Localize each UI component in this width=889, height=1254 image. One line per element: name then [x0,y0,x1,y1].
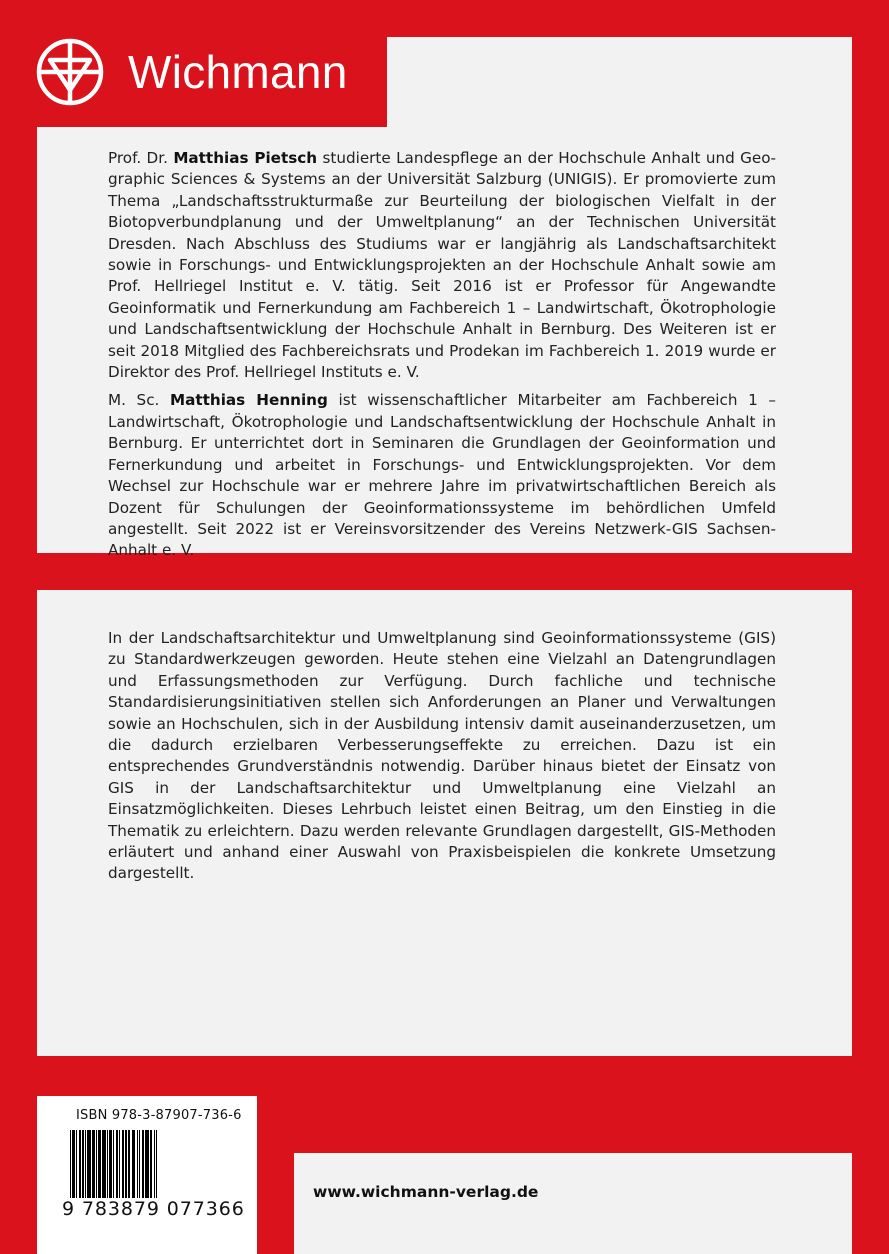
barcode-bar [119,1130,120,1198]
bio-henning-text: ist wissenschaftlicher Mitarbeiter am Fachbereich 1 – Landwirtschaft, Ökotrophologie und Landschaftsentwicklung der Hochschule Anhalt in Bernburg. Er unterrichtet dort in Seminaren die Grundlagen der Geoinformation und Fernerkundung und arbeitet in Forschungs- und Entwicklungsprojekten. Vor dem Wechsel zur Hochschule war er mehrere Jahre im privatwirtschaftlichen Bereich als Dozent für Schulungen der Geoinformationssysteme im behördlichen Umfeld angestellt. Seit 2022 ist er Vereinsvorsitzender des Vereins Netzwerk-GIS Sachsen-Anhalt e. V. [108,391,777,560]
author-bios [108,148,776,569]
barcode-bar [137,1130,138,1198]
barcode-bar [125,1130,126,1198]
barcode-bar [113,1130,114,1198]
barcode-bar [82,1130,83,1198]
book-description-text: In der Landschaftsarchitektur und Umweltplanung sind Geoinformationssysteme (GIS) zu Standardwerkzeugen geworden. Heute stehen eine Vielzahl an Datengrundlagen und Erfassungsmethoden zur Verfügung. Durch fachliche und technische Standardisierungsinitiativen stellen sich Anforderungen an Planer und Verwaltungen sowie an Hochschulen, sich in der Ausbildung intensiv damit auseinanderzusetzen, um die dadurch erzielbaren Verbesserungseffekte zu erreichen. Dazu ist ein entsprechendes Grundverständnis notwendig. Darüber hinaus bietet der Einsatz von GIS in der Landschaftsarchitektur und Umweltplanung eine Vielzahl an Einsatzmöglichkeiten. Dieses Lehrbuch leistet einen Beitrag, um den Einstieg in die Thematik zu erleichtern. Dazu werden relevante Grundlagen dargestellt, GIS-Methoden erläutert und anhand einer Auswahl von Praxisbeispielen die konkrete Umsetzung dargestellt. [108,629,776,883]
barcode-bar [98,1130,100,1198]
bio-pietsch [108,148,776,383]
barcode-bar [107,1130,108,1198]
barcode-bar [79,1130,81,1198]
barcode-bar [145,1130,149,1198]
barcode-bar [154,1130,155,1198]
bio-pietsch-text: studierte Landespflege an der Hochschule Anhalt und Geographic Sciences & Systems an der Universität Salzburg (UNIGIS). Er promovierte zum Thema „Landschaftsstrukturmaße zur Beurteilung der biologischen Vielfalt in der Biotopverbundplanung und der Umweltplanung“ an der Technischen Universität Dresden. Nach Abschluss des Studiums war er langjährig als Landschaftsarchitekt sowie in Forschungs- und Entwicklungsprojekten an der Hochschule Anhalt sowie am Prof. Hellriegel Institut e. V. tätig. Seit 2016 ist er Professor für Angewandte Geoinformatik und Fernerkundung am Fachbereich 1 – Landwirtschaft, Ökotrophologie und Landschaftsentwicklung der Hochschule Anhalt in Bernburg. Des Weiteren ist er seit 2018 Mitglied des Fachbereichsrats und Prodekan im Fachbereich 1. 2019 wurde er Direktor des Prof. Hellriegel Instituts e. V. [108,149,777,382]
publisher-name: Wichmann [128,46,348,98]
book-description [108,628,776,892]
barcode-bar [128,1130,130,1198]
barcode-digits: 9 783879 077366 [62,1198,245,1220]
wichmann-survey-mark-icon [36,38,104,106]
barcode-bar [132,1130,136,1198]
isbn-barcode [70,1130,220,1198]
barcode-bar [122,1130,124,1198]
bio-pietsch-prefix: Prof. Dr. [108,149,168,167]
barcode-bar [156,1130,157,1198]
barcode-bar [87,1130,91,1198]
barcode-bar [139,1130,140,1198]
barcode-bar [116,1130,118,1198]
barcode-bar [85,1130,86,1198]
barcode-bar [76,1130,77,1198]
bio-henning-name: Matthias Henning [170,391,328,410]
publisher-website-link[interactable]: www.wichmann-verlag.de [313,1183,539,1201]
barcode-bar [70,1130,71,1198]
publisher-logo [36,38,348,106]
barcode-bar [109,1130,111,1198]
barcode-bar [150,1130,152,1198]
barcode-bar [102,1130,106,1198]
isbn-label: ISBN 978-3-87907-736-6 [76,1108,242,1123]
bio-henning [108,390,776,561]
barcode-bar [142,1130,144,1198]
barcode-bar [72,1130,74,1198]
bio-pietsch-name: Matthias Pietsch [173,149,318,167]
barcode-bar [92,1130,94,1198]
bio-henning-prefix: M. Sc. [108,391,160,410]
website-panel [294,1153,852,1254]
barcode-bar [96,1130,97,1198]
